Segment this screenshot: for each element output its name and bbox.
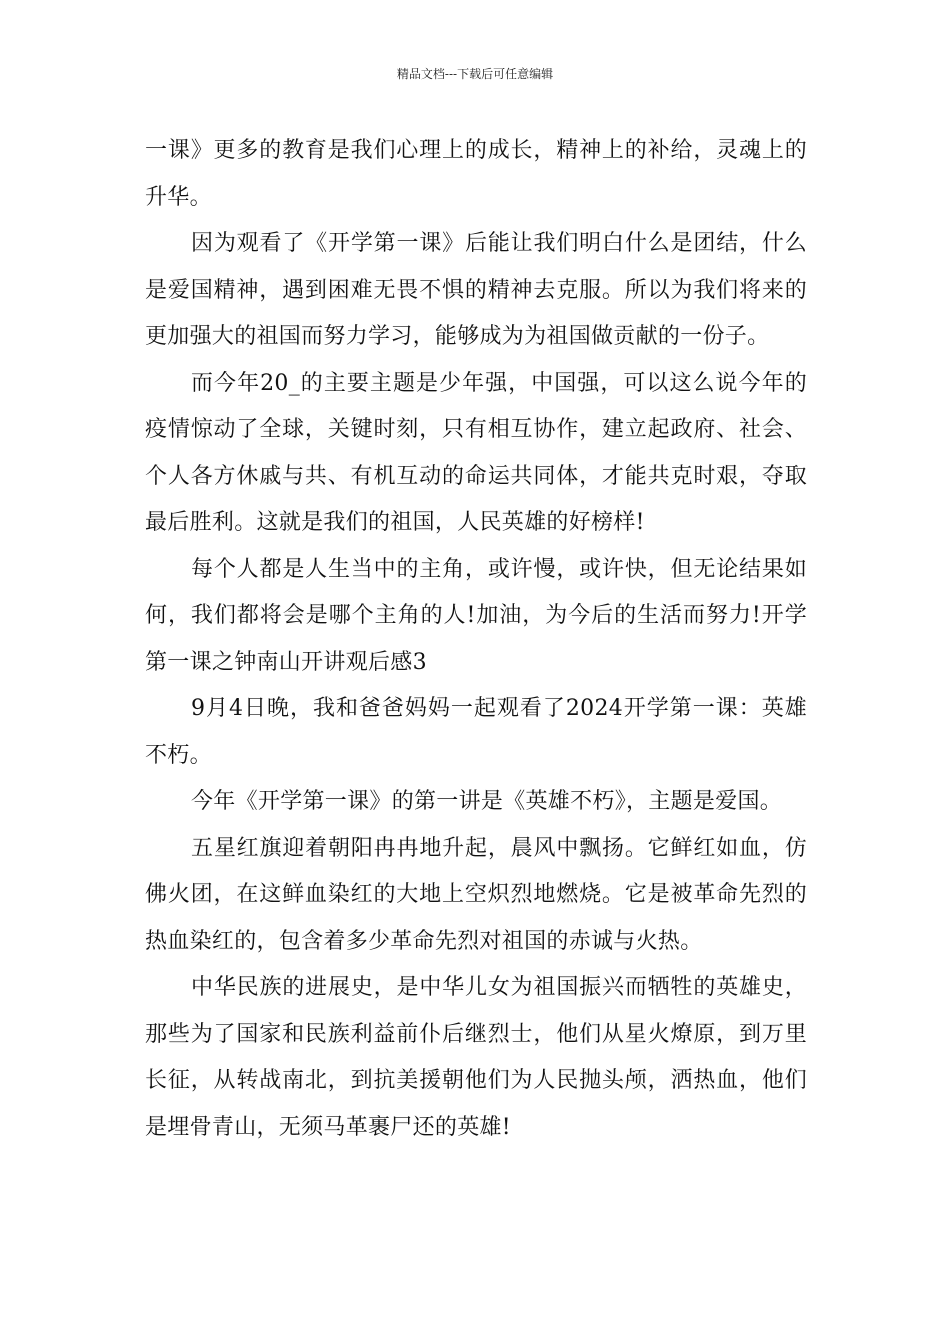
paragraph-7: 五星红旗迎着朝阳冉冉地升起，晨风中飘扬。它鲜红如血，仿佛火团，在这鲜血染红的大地上空炽烈地燃烧。它是被革命先烈的热血染红的，包含着多少革命先烈对祖国的赤诚与火热。 bbox=[145, 835, 807, 954]
paragraph-5: 9月4日晚，我和爸爸妈妈一起观看了2024开学第一课：英雄不朽。 bbox=[145, 696, 807, 768]
paragraph-4: 每个人都是人生当中的主角，或许慢，或许快，但无论结果如何，我们都将会是哪个主角的人!加油，为今后的生活而努力!开学第一课之钟南山开讲观后感3 bbox=[145, 556, 807, 675]
paragraph-3: 而今年20_的主要主题是少年强，中国强，可以这么说今年的疫情惊动了全球，关键时刻，只有相互协作，建立起政府、社会、个人各方休戚与共、有机互动的命运共同体，才能共克时艰，夺取最后胜利。这就是我们的祖国，人民英雄的好榜样! bbox=[145, 370, 807, 535]
paragraph-8: 中华民族的进展史，是中华儿女为祖国振兴而牺牲的英雄史，那些为了国家和民族利益前仆后继烈士，他们从星火燎原，到万里长征，从转战南北，到抗美援朝他们为人民抛头颅，洒热血，他们是埋骨青山，无须马革裹尸还的英雄! bbox=[145, 975, 807, 1140]
paragraph-1: 一课》更多的教育是我们心理上的成长，精神上的补给，灵魂上的升华。 bbox=[145, 138, 807, 210]
page-header: 精品文档---下载后可任意编辑 bbox=[396, 67, 554, 81]
paragraph-2: 因为观看了《开学第一课》后能让我们明白什么是团结，什么是爱国精神，遇到困难无畏不惧的精神去克服。所以为我们将来的更加强大的祖国而努力学习，能够成为为祖国做贡献的一份子。 bbox=[145, 231, 807, 349]
document-body bbox=[145, 128, 807, 1151]
paragraph-6: 今年《开学第一课》的第一讲是《英雄不朽》，主题是爱国。 bbox=[191, 789, 783, 814]
